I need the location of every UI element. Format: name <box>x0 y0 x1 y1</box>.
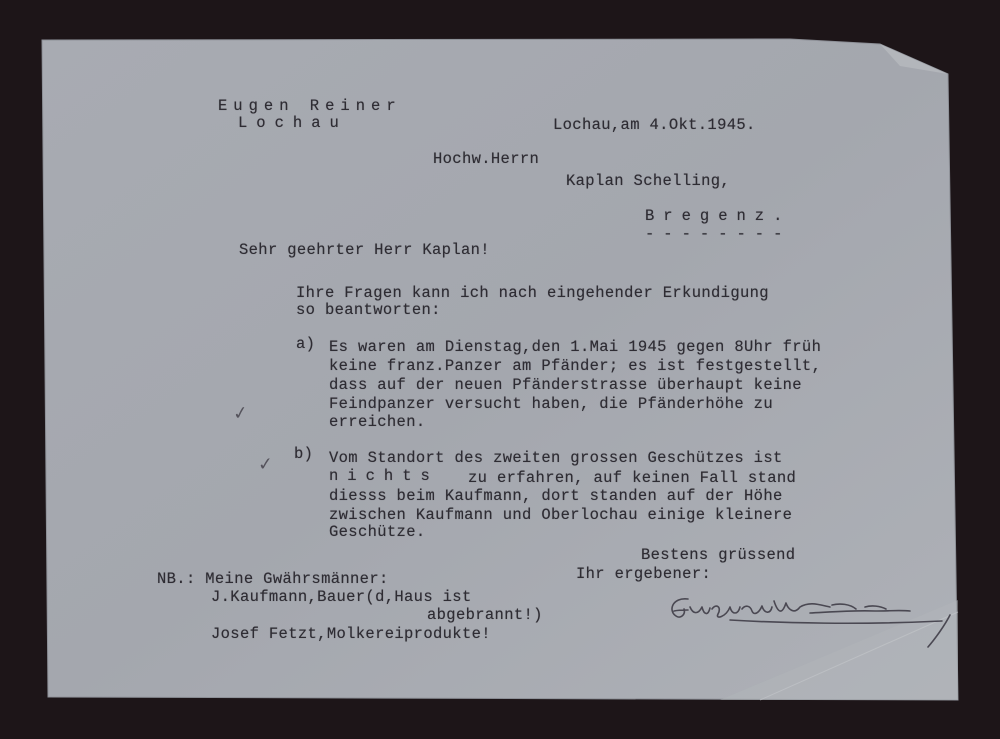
sender-place: Lochau <box>238 114 348 132</box>
handwritten-signature <box>660 585 960 655</box>
nb-line: abgebrannt!) <box>427 606 543 624</box>
intro-line: so beantworten: <box>296 301 441 319</box>
item-a-line: dass auf der neuen Pfänderstrasse überhaupt keine <box>329 376 802 394</box>
item-b-line: diesss beim Kaufmann, dort standen auf der Höhe <box>329 487 783 505</box>
item-a-line: Feindpanzer versucht haben, die Pfänderhöhe zu <box>329 395 773 413</box>
nb-line: J.Kaufmann,Bauer(d,Haus ist <box>211 588 472 606</box>
item-a-marker: a) <box>296 335 316 353</box>
recipient-underline: -------- <box>645 225 792 243</box>
recipient-city: Bregenz. <box>645 207 792 225</box>
nb-line: Josef Fetzt,Molkereiprodukte! <box>211 625 491 643</box>
item-a-line: keine franz.Panzer am Pfänder; es ist festgestellt, <box>329 357 822 375</box>
item-b-line: Vom Standort des zweiten grossen Geschützes ist <box>329 449 783 467</box>
nb-line: NB.: Meine Gwährsmänner: <box>157 570 389 588</box>
item-a-line: erreichen. <box>329 413 426 431</box>
closing-greeting: Bestens grüssend <box>641 546 796 564</box>
closing-signoff: Ihr ergebener: <box>576 565 712 583</box>
item-a-line: Es waren am Dienstag,den 1.Mai 1945 gegen 8Uhr früh <box>329 338 822 356</box>
recipient-title: Hochw.Herrn <box>433 150 540 168</box>
recipient-name: Kaplan Schelling, <box>566 172 731 190</box>
item-b-line: zu erfahren, auf keinen Fall stand <box>468 469 797 487</box>
date-line: Lochau,am 4.Okt.1945. <box>553 116 756 134</box>
check-mark: ✓ <box>231 402 250 425</box>
sender-name: Eugen Reiner <box>218 97 402 115</box>
intro-line: Ihre Fragen kann ich nach eingehender Erkundigung <box>296 284 769 302</box>
check-mark: ✓ <box>257 453 274 476</box>
item-b-emphasis: nichts <box>329 467 439 485</box>
item-b-line: zwischen Kaufmann und Oberlochau einige kleinere <box>329 506 793 524</box>
item-b-line: Geschütze. <box>329 523 426 541</box>
item-b-marker: b) <box>294 445 314 463</box>
salutation: Sehr geehrter Herr Kaplan! <box>239 241 490 259</box>
